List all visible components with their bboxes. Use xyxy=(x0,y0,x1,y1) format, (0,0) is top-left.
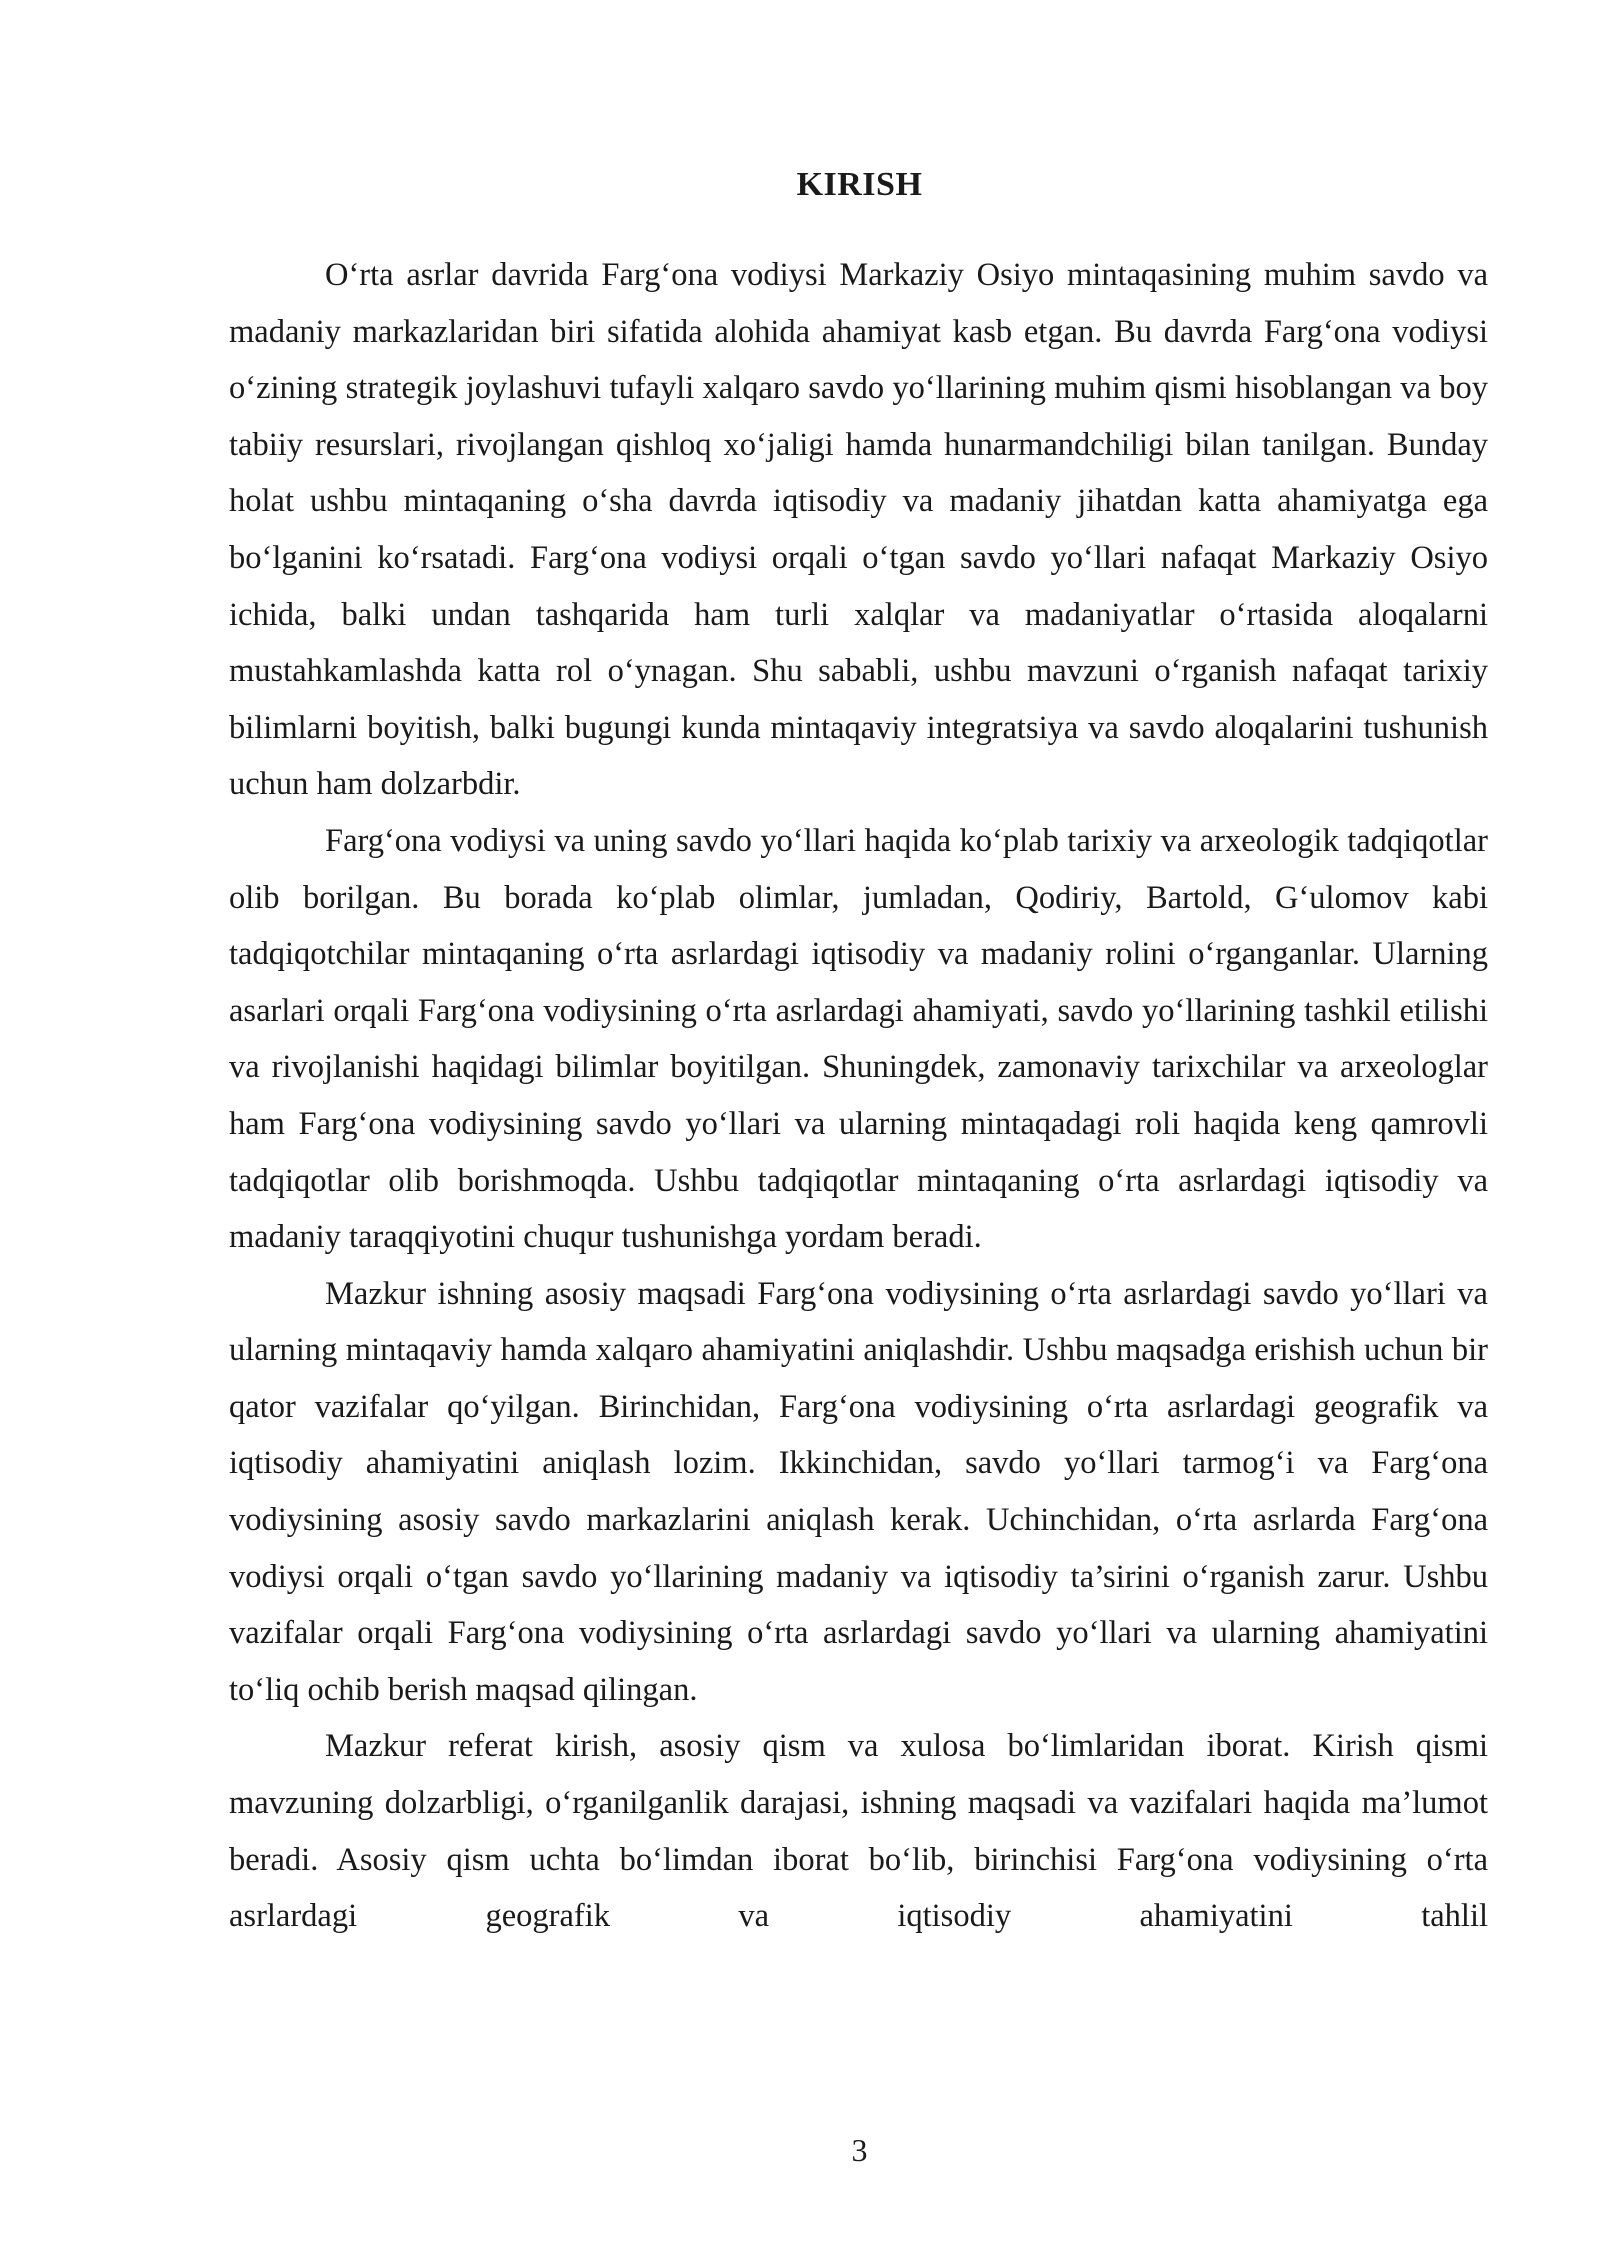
page-number: 3 xyxy=(851,2132,868,2168)
body-text xyxy=(229,247,1488,1945)
paragraph: Mazkur ishning asosiy maqsadi Farg‘ona vodiysining o‘rta asrlardagi savdo yo‘llari va ularning mintaqaviy hamda xalqaro ahamiyatini aniqlashdir. Ushbu maqsadga erishish uchun bir qator vazifalar qo‘yilgan. Birinchidan, Farg‘ona vodiysining o‘rta asrlardagi geografik va iqtisodiy ahamiyatini aniqlash lozim. Ikkinchidan, savdo yo‘llari tarmog‘i va Farg‘ona vodiysining asosiy savdo markazlarini aniqlash kerak. Uchinchidan, o‘rta asrlarda Farg‘ona vodiysi orqali o‘tgan savdo yo‘llarining madaniy va iqtisodiy ta’sirini o‘rganish zarur. Ushbu vazifalar orqali Farg‘ona vodiysining o‘rta asrlardagi savdo yo‘llari va ularning ahamiyatini to‘liq ochib berish maqsad qilingan. xyxy=(229,1275,1488,1708)
paragraph: O‘rta asrlar davrida Farg‘ona vodiysi Markaziy Osiyo mintaqasining muhim savdo va madaniy markazlaridan biri sifatida alohida ahamiyat kasb etgan. Bu davrda Farg‘ona vodiysi o‘zining strategik joylashuvi tufayli xalqaro savdo yo‘llarining muhim qismi hisoblangan va boy tabiiy resurslari, rivojlangan qishloq xo‘jaligi hamda hunarmandchiligi bilan tanilgan. Bunday holat ushbu mintaqaning o‘sha davrda iqtisodiy va madaniy jihatdan katta ahamiyatga ega bo‘lganini ko‘rsatadi. Farg‘ona vodiysi orqali o‘tgan savdo yo‘llari nafaqat Markaziy Osiyo ichida, balki undan tashqarida ham turli xalqlar va madaniyatlar o‘rtasida aloqalarni mustahkamlashda katta rol o‘ynagan. Shu sababli, ushbu mavzuni o‘rganish nafaqat tarixiy bilimlarni boyitish, balki bugungi kunda mintaqaviy integratsiya va savdo aloqalarini tushunish uchun ham dolzarbdir. xyxy=(229,257,1488,803)
paragraph: Farg‘ona vodiysi va uning savdo yo‘llari haqida ko‘plab tarixiy va arxeologik tadqiqotlar olib borilgan. Bu borada ko‘plab olimlar, jumladan, Qodiriy, Bartold, G‘ulomov kabi tadqiqotchilar mintaqaning o‘rta asrlardagi iqtisodiy va madaniy rolini o‘rganganlar. Ularning asarlari orqali Farg‘ona vodiysining o‘rta asrlardagi ahamiyati, savdo yo‘llarining tashkil etilishi va rivojlanishi haqidagi bilimlar boyitilgan. Shuningdek, zamonaviy tarixchilar va arxeologlar ham Farg‘ona vodiysining savdo yo‘llari va ularning mintaqadagi roli haqida keng qamrovli tadqiqotlar olib borishmoqda. Ushbu tadqiqotlar mintaqaning o‘rta asrlardagi iqtisodiy va madaniy taraqqiyotini chuqur tushunishga yordam beradi. xyxy=(229,822,1488,1256)
paragraph: Mazkur referat kirish, asosiy qism va xulosa bo‘limlaridan iborat. Kirish qismi mavzuning dolzarbligi, o‘rganilganlik darajasi, ishning maqsadi va vazifalari haqida ma’lumot beradi. Asosiy qism uchta bo‘limdan iborat bo‘lib, birinchisi Farg‘ona vodiysining o‘rta asrlardagi geografik va iqtisodiy ahamiyatini tahlil xyxy=(229,1728,1488,1935)
section-heading: KIRISH xyxy=(796,166,923,203)
